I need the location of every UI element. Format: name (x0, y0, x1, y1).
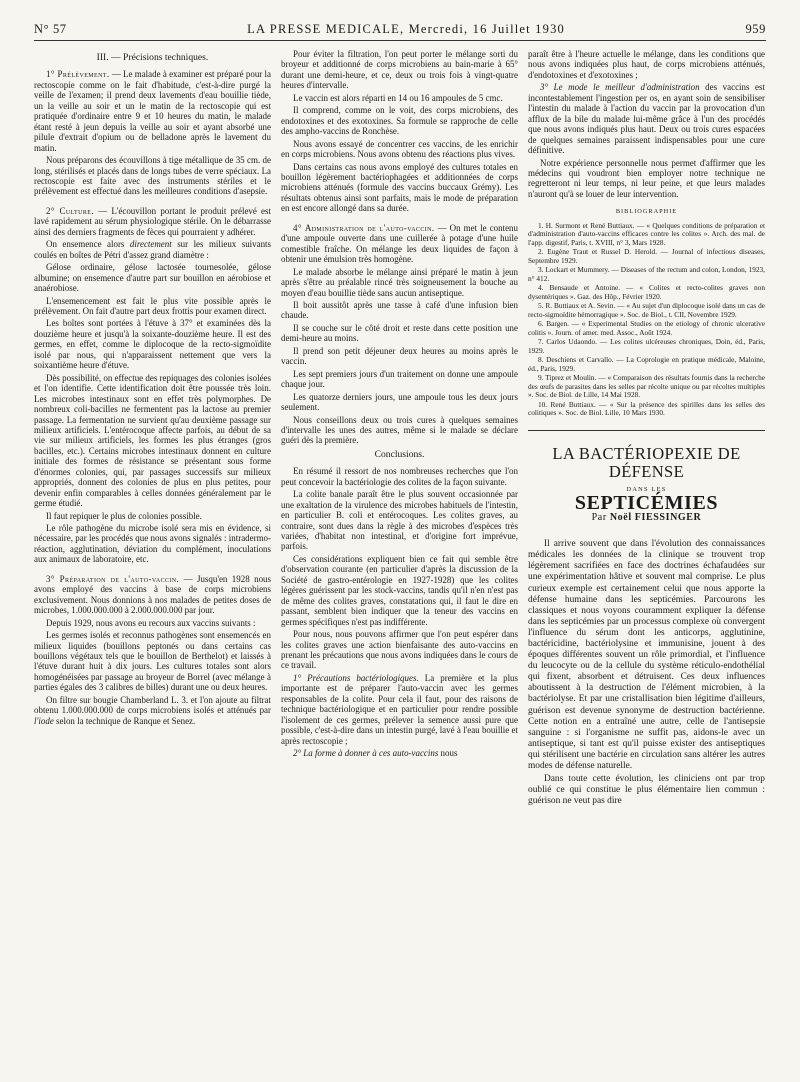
paragraph-text: — L'écouvillon portant le produit prélevé est lavé rapidement au sérum physiologique stérile. On le débarrasse ainsi des derniers fragments de fèces qui pourraient y adhérer. (34, 205, 271, 237)
paragraph: Nous préparons des écouvillons à tige métallique de 35 cm. de long, stérilisés et placés dans de longs tubes de verre spéciaux. La rectoscopie est faite avec des instruments stériles et le prélèvement est effectué dans les meilleures conditions d'asepsie. (34, 155, 271, 197)
paragraph: Les sept premiers jours d'un traitement on donne une ampoule chaque jour. (281, 368, 518, 390)
paragraph: Les quatorze derniers jours, une ampoule tous les deux jours seulement. (281, 391, 518, 413)
paragraph (34, 69, 271, 153)
paragraph (281, 748, 518, 758)
bibliography-entry: 1. H. Surmont et René Buttiaux. — « Quelques conditions de préparation et d'administration d'auto-vaccins efficaces contre les colites ». Arch. des mal. de l'app. digestif, Paris, t. XVIII, n° 3, Mars 1928. (528, 220, 765, 247)
byline-prefix: Par (591, 511, 610, 523)
subsection-lead: 1° Prélèvement. (46, 69, 110, 80)
emphasis: l'iode (34, 715, 54, 726)
paragraph: Depuis 1929, nous avons eu recours aux vaccins suivants : (46, 617, 256, 628)
paragraph-text: On ensemence alors (46, 239, 130, 250)
paragraph-text: selon la technique de Ranque et Senez. (53, 715, 196, 726)
paragraph: Il se couche sur le côté droit et reste dans cette position une demi-heure au moins. (281, 322, 518, 344)
paragraph: Il comprend, comme on le voit, des corps microbiens, des endotoxines et des exotoxines. Sa formule se rapproche de celle des ampho-vaccins de Ronchèse. (281, 105, 518, 137)
paragraph: Il boit aussitôt après une tasse à café d'une infusion bien chaude. (281, 299, 518, 321)
bibliography-heading: BIBLIOGRAPHIE (615, 208, 678, 216)
article-divider (528, 430, 765, 431)
section-heading: III. — Précisions techniques. (96, 52, 209, 63)
paragraph-text: — Jusqu'en 1928 nous avons employé des vaccins à base de corps microbiens exclusivement. Nous donnions à nos malades de petites doses de microbes, 1.000.000.000 à 2.000.000.000 par jour. (34, 573, 272, 616)
paragraph: La colite banale paraît être le plus souvent occasionnée par une exaltation de la virulence des microbes habituels de l'intestin, en particulier B. coli et entérocoques. Les colites graves, au contraire, sont dues dans la règle à des microbes d'espèces très variées, d'habitat non intestinal, et d'origine fort imprévue, parfois. (281, 489, 518, 552)
paragraph: Le rôle pathogène du microbe isolé sera mis en évidence, si nécessaire, par les procédés que nous avons signalés : intradermo-réaction, agglutination, déviation du complément, inoculations aux animaux de laboratoire, etc. (34, 523, 271, 565)
paragraph-text: — Le malade à examiner est préparé pour la rectoscopie comme on le fait d'habitude, c'est-à-dire purgé la veille de l'examen; il prend deux lavements d'eau bouillie tiède, un la veille au soir et un le matin de la rectoscopie qui est pratiquée d'ordinaire entre 9 et 10 heures du matin, le malade étant resté à jeun depuis la veille au soir et ayant absorbé une pilule d'extrait d'opium ou de belladone après le lavement du matin. (34, 69, 271, 153)
article-title-connector: DANS LES (626, 485, 667, 493)
article-body (528, 539, 765, 807)
paragraph: Ces considérations expliquent bien ce fait qui semble être d'observation courante (en particulier d'après la discussion de la Société de gastro-entérologie en 1927-1928) que les colites légères guérissent par les stock-vaccins, tandis qu'il n'en n'est pas de même des colites graves, constatations qui, il faut le dire en passant, semblent bien indiquer que la teneur des vaccins en germes spécifiques n'est pas indifférente. (281, 553, 518, 627)
paragraph (281, 673, 518, 746)
emphasis: directement (129, 239, 172, 250)
paragraph-text: — On met le contenu d'une ampoule ouverte dans une cuillerée à potage d'une huile comestible fraîche. On mélange les deux liquides de façon à obtenir une émulsion très homogène. (281, 222, 518, 265)
paragraph-text: nous (438, 748, 458, 759)
column-1 (34, 49, 271, 809)
paragraph: Les germes isolés et reconnus pathogènes sont ensemencés en milieux liquides (bouillons peptonés ou dans certains cas bouillons végétaux tels que le bouillon de Berthelot) et laissés à l'étuve durant huit à dix jours. Les cultures totales sont alors homogénéisées par passage au broyeur de Borrel (avec mélange à parties égales des 3 calibres de billes) durant une ou deux heures. (34, 630, 271, 693)
paragraph: Notre expérience personnelle nous permet d'affirmer que les médecins qui voudront bien employer notre technique ne regretteront ni leur temps, ni leur peine, et que leurs malades n'auront qu'à se louer de leur intervention. (528, 157, 765, 199)
paragraph-text: On filtre sur bougie Chamberland L. 3. et l'on ajoute au filtrat obtenu 1.000.000.000 de corps microbiens isolés et atténués par (34, 694, 271, 716)
article-byline (528, 513, 765, 523)
bibliography-entry: 7. Carlos Udaondo. — Les colites ulcéreuses chroniques, Doin, éd., Paris, 1929. (528, 337, 765, 355)
paragraph: Il faut repiquer le plus de colonies possible. (46, 510, 202, 521)
column-3 (528, 49, 765, 809)
paragraph (528, 82, 765, 155)
bibliography-entry: 3. Lockart et Mummery. — Diseases of the rectum and colon, London, 1923, n° 412. (528, 265, 765, 283)
paragraph: Dans certains cas nous avons employé des cultures totales en bouillon légèrement bactériophagées et additionnées de corps microbiens atténués (formule des vaccins buccaux Grémy). Les résultats obtenus ainsi sont parfaits, mais le mode de préparation en est encore allongé dans sa durée. (281, 161, 518, 214)
paragraph-text: des vaccins est incontestablement l'ingestion per os, en ayant soin de sensibiliser l'intestin du malade à l'action du vaccin par la provocation d'un afflux de la bile du malade lui-même grâce à l'un des procédés que nous avons indiqués plus haut. Deux ou trois cures espacées de quelques semaines paraissent indispensables pour une cure définitive. (528, 82, 765, 156)
paragraph: L'ensemencement est fait le plus vite possible après le prélèvement. On fait d'autre part deux frottis pour examen direct. (34, 295, 271, 316)
paragraph-text: La première et la plus importante est de préparer l'auto-vaccin avec les germes responsables de la colite. Pour cela il faut, pour des raisons de technique bactériologique et en particulier pour rendre possible l'isolement de ces germes, prélever la semence aussi pure que possible, c'est-à-dire dans un intestin purgé, lavé à l'eau bouillie et après rectoscopie ; (281, 672, 519, 746)
bibliography-list (528, 222, 765, 418)
bibliography-entry: 5. R. Buttiaux et A. Sevin. — « Au sujet d'un diplocoque isolé dans un cas de recto-sigmoïdite hémorragique ». Soc. de Biol., t. CII, Novembre 1929. (528, 301, 765, 319)
subsection-lead: 4° Administration de l'auto-vaccin. (293, 222, 435, 233)
page-header (34, 22, 766, 41)
bibliography-entry: 2. Eugène Traut et Russel D. Herold. — Journal of infectious diseases, Septembre 1929. (528, 247, 765, 265)
page-number: 959 (745, 22, 766, 36)
paragraph (34, 206, 271, 237)
paragraph: Pour nous, nous pouvons affirmer que l'on peut espérer dans les colites graves une action bienfaisante des auto-vaccins en prenant les précautions que nous avons indiquées dans le cours de ce travail. (281, 629, 518, 671)
paragraph: Dès possibilité, on effectue des repiquages des colonies isolées et l'on identifie. Cette identification doit être poussée très loin. Les microbes intestinaux sont en effet très polymorphes. De nombreux coli-bacilles ne fermentent pas la lactose au premier passage. La fermentation ne survient qu'au deuxième passage sur milieux artificiels. L'entérocoque affecte parfois, au début de sa vie sur milieux artificiels, les formes les plus étranges (gros bacilles, etc.). Certains microbes intestinaux donnent en culture initiale des formes de résistance se présentant sous forme d'énormes colonies, qui, par passages successifs sur milieux appropriés, donnent des colonies de plus en plus petites, pour devenir enfin comparables à celles données généralement par le germe étudié. (34, 372, 271, 509)
paragraph (34, 574, 271, 616)
paragraph: Le malade absorbe le mélange ainsi préparé le matin à jeun après s'être au préalable rincé très soigneusement la bouche au moyen d'eau bouillie tiède sans aucun antiseptique. (281, 266, 518, 298)
conclusions-heading: Conclusions. (374, 448, 425, 460)
paragraph (34, 239, 271, 260)
paragraph: Dans toute cette évolution, les cliniciens ont par trop oublié ce qui constitue le plus élémentaire lien commun : guérison ne veut pas dire (528, 774, 765, 807)
paragraph: Le vaccin est alors réparti en 14 ou 16 ampoules de 5 cmc. (293, 92, 503, 103)
paragraph: Gélose ordinaire, gélose lactosée tournesolée, gélose albumine; on ensemence d'autre part sur bouillon en aérobiose et anaérobiose. (34, 262, 271, 294)
bibliography-entry: 6. Bargen. — « Experimental Studies on the etiology of chronic ulcerative colitis ». Journ. of amer. med. Assoc., Août 1924. (528, 319, 765, 337)
journal-title: LA PRESSE MEDICALE, Mercredi, 16 Juillet 1930 (247, 22, 565, 36)
paragraph: En résumé il ressort de nos nombreuses recherches que l'on peut concevoir la bactériologie des colites de la façon suivante. (281, 466, 518, 487)
paragraph: Il prend son petit déjeuner deux heures au moins après le vaccin. (281, 345, 518, 367)
paragraph: paraît être à l'heure actuelle le mélange, dans les conditions que nous avons indiquées plus haut, de corps microbiens atténués, d'endotoxines et d'exotoxines ; (528, 49, 765, 80)
subsection-lead: 2° Culture. (46, 205, 94, 216)
article-title: LA BACTÉRIOPEXIE DE DÉFENSE (552, 443, 741, 481)
paragraph (281, 223, 518, 265)
issue-number: N° 57 (34, 22, 67, 36)
paragraph (34, 695, 271, 726)
bibliography-entry: 8. Deschiens et Carvallo. — La Coprologie en pratique médicale, Maloine, éd., Paris, 1929. (528, 355, 765, 373)
bibliography-entry: 4. Bensaude et Antoine. — « Colites et recto-colites graves non dysentériques ». Gaz. des Hôp., Février 1920. (528, 283, 765, 301)
paragraph: Il arrive souvent que dans l'évolution des connaissances médicales les données de la clinique se trouvent trop légèrement sacrifiées en face des doctrines échafaudées sur une expérimentation hâtive et souvent mal comprise. Le plus curieux exemple est certainement celui que nous apporte la défense humaine dans les septicémies. Parcourons les classiques et nous voyons couramment expliquer la défense dans les septicémies par un processus complexe où convergent l'influence du sérum dont les anticorps, agglutinine, bactéricidine, bactériolysine et immunisine, jouent à des époques différentes souvent un rôle primordial, et l'influence du leucocyte ou de la cellule du système réticulo-endothélial qui fixent, absorbent et détruisent. Ces deux influences aboutissent à la destruction de l'élément microbien, à la bactériolyse. Et par une cristallisation bien légitime d'ailleurs, guérison est devenue synonyme de destruction bactérienne. Cette notion en a entraîné une autre, celle de l'antisepsie sanguine : si l'organisme ne suffit pas, aidons-le avec un antiseptique, si tant est qu'il puisse exister des antiseptiques qui stérilisent une bactérie en circulation sans altérer les autres modes de défense naturelle. (528, 539, 765, 772)
paragraph: Nous conseillons deux ou trois cures à quelques semaines d'intervalle les unes des autres, même si le malade se déclare guéri dès la première. (281, 414, 518, 446)
author-name: Noël FIESSINGER (609, 511, 702, 523)
article-subtitle: SEPTICÉMIES (574, 492, 719, 515)
paragraph: Nous avons essayé de concentrer ces vaccins, de les enrichir en corps microbiens. Nous avons obtenu des réactions plus vives. (281, 138, 518, 160)
paragraph-text: sur les milieux suivants coulés en boîtes de Pétri d'assez grand diamètre : (34, 239, 272, 260)
subsection-lead: 3° Préparation de l'auto-vaccin. (46, 573, 180, 584)
emphasis: 1° Précautions bactériologiques. (293, 672, 419, 683)
column-2 (281, 49, 518, 809)
bibliography-entry: 10. René Buttiaux. — « Sur la présence des spirilles dans les selles des colitiques ». Soc. de Biol. Lille, 10 Mars 1930. (528, 399, 765, 418)
paragraph: Pour éviter la filtration, l'on peut porter le mélange sorti du broyeur et additionné de corps microbiens au bain-marie à 65° durant une demi-heure, et ce, deux ou trois fois à vingt-quatre heures d'intervalle. (281, 49, 518, 91)
emphasis: 3° Le mode le meilleur d'administration (540, 82, 700, 93)
paragraph: Les boîtes sont portées à l'étuve à 37° et examinées dès la douzième heure et jusqu'à la soixante-douzième heure. Il est des germes, en effet, comme le diplocoque de la recto-sigmoïdite isolé par nous, qui n'apparaissent nettement que vers la soixantième heure d'étuve. (34, 318, 271, 371)
bibliography-entry: 9. Tiprez et Moulin. — « Comparaison des résultats fournis dans la recherche des œufs de parasites dans les selles par récolte unique ou par récoltes multiples ». Soc. de Biol. de Lille, 14 Mai 1928. (528, 373, 765, 400)
emphasis: 2° La forme à donner à ces auto-vaccins (293, 748, 439, 759)
